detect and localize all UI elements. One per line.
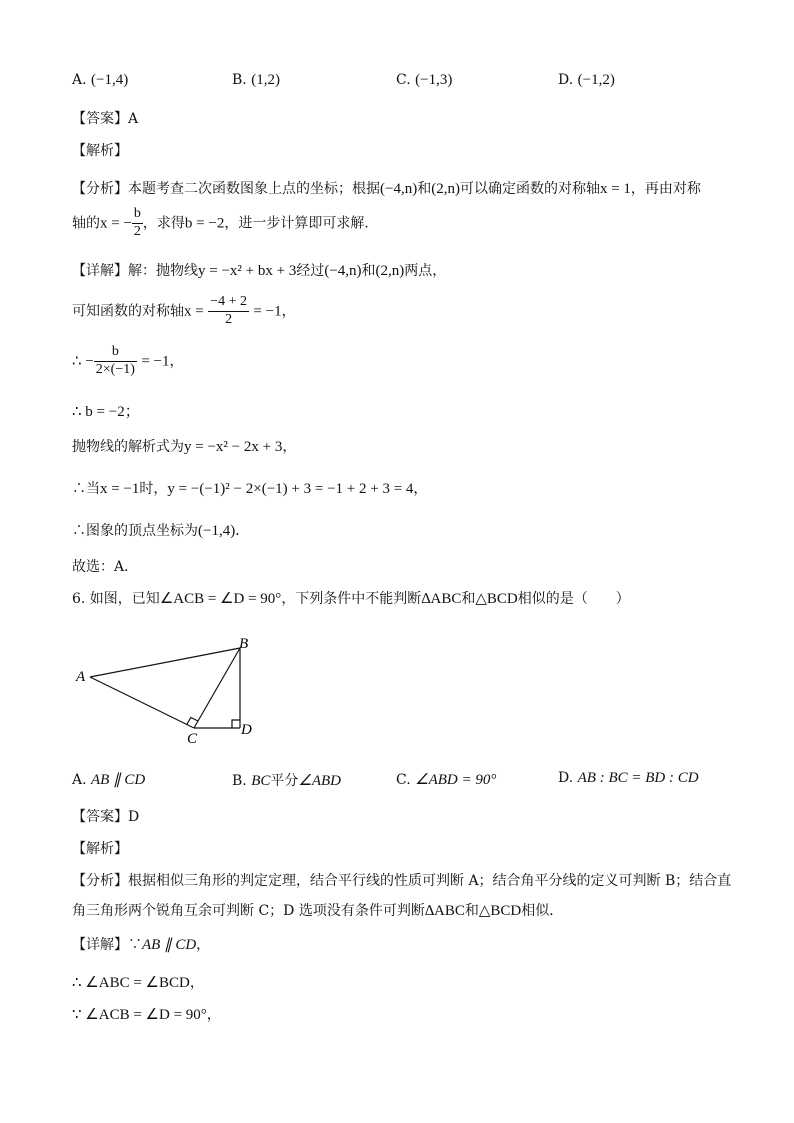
q6-fenxi-line2 bbox=[72, 900, 563, 920]
q6-answer bbox=[72, 806, 139, 826]
math: ∠ACB = ∠D = 90° bbox=[159, 591, 282, 607]
math: b = −2 bbox=[184, 215, 225, 232]
q6-option-c bbox=[396, 770, 496, 789]
q5-option-b bbox=[232, 72, 280, 89]
answer-label: 【答案】 bbox=[72, 111, 128, 127]
option-letter: C. bbox=[396, 72, 411, 88]
fenxi-label: 【分析】 bbox=[72, 873, 128, 889]
figure-lines bbox=[90, 648, 240, 728]
math: ∵ ∠ACB = ∠D = 90° bbox=[72, 1007, 207, 1023]
text: 相似的是（ ） bbox=[517, 591, 630, 607]
option-value: AB ∥ CD bbox=[91, 772, 146, 788]
text: 可知函数的对称轴 bbox=[72, 303, 184, 320]
text: 经过 bbox=[296, 263, 325, 279]
option-value: BC bbox=[251, 773, 271, 789]
text: 根据相似三角形的判定定理，结合平行线的性质可判断 A；结合角平分线的定义可判断 B；结合直 bbox=[128, 873, 732, 889]
q5-option-d bbox=[558, 72, 615, 89]
q6-stem bbox=[72, 588, 630, 608]
label-d: D bbox=[241, 722, 252, 738]
numerator: b bbox=[94, 344, 137, 362]
text: 轴的 bbox=[72, 215, 100, 232]
option-letter: A. bbox=[72, 72, 87, 88]
denominator: 2×(−1) bbox=[95, 361, 135, 377]
option-value: AB : BC = BD : CD bbox=[577, 770, 699, 786]
text: 相似． bbox=[521, 903, 564, 919]
math: (2,n) bbox=[431, 181, 460, 197]
option-letter: B. bbox=[232, 72, 247, 88]
text: ∴图象的顶点坐标为 bbox=[72, 523, 198, 539]
answer-value: A bbox=[128, 111, 139, 127]
triangle-figure bbox=[60, 630, 280, 750]
segment-ac bbox=[90, 677, 194, 728]
answer-label: 【答案】 bbox=[72, 809, 128, 825]
q5-xiangjie-line4 bbox=[72, 400, 140, 421]
q6-option-a bbox=[72, 770, 145, 789]
q5-answer bbox=[72, 108, 138, 128]
math: x = 1 bbox=[599, 181, 631, 197]
answer-value: D bbox=[128, 809, 140, 825]
fraction bbox=[208, 294, 249, 329]
fraction bbox=[94, 344, 137, 379]
q6-fenxi-line1 bbox=[72, 870, 731, 890]
text: 时， bbox=[139, 481, 168, 497]
text: 和 bbox=[464, 903, 479, 919]
option-value: (−1,3) bbox=[415, 72, 453, 88]
text: ， bbox=[282, 439, 297, 455]
text: 抛物线的解析式为 bbox=[72, 439, 184, 455]
math: AB ∥ CD bbox=[142, 937, 197, 953]
q5-xiangjie-line7 bbox=[72, 520, 249, 540]
math: y = −x² − 2x + 3 bbox=[184, 439, 283, 455]
math: (−4,n) bbox=[380, 181, 418, 197]
option-letter: C. bbox=[396, 772, 411, 788]
numerator: −4 + 2 bbox=[208, 294, 249, 312]
q6-option-d bbox=[558, 770, 699, 787]
text: 和 bbox=[461, 591, 476, 607]
option-value: (1,2) bbox=[251, 72, 280, 88]
text: ∵ bbox=[128, 937, 142, 953]
label-a: A bbox=[76, 669, 86, 685]
q5-xiangjie-line1 bbox=[72, 260, 446, 280]
q6-xiangjie-line1 bbox=[72, 934, 210, 954]
text: ， bbox=[189, 975, 204, 991]
option-value: (−1,2) bbox=[577, 72, 615, 88]
math: = −1 bbox=[253, 303, 282, 320]
text: ，再由对称 bbox=[630, 181, 701, 197]
option-letter: D. bbox=[558, 72, 574, 88]
segment-bc bbox=[194, 648, 240, 728]
text: 角三角形两个锐角互余可判断 C；D 选项没有条件可判断 bbox=[72, 903, 425, 919]
text: ， bbox=[169, 353, 184, 370]
option-value: ∠ABD bbox=[298, 773, 341, 789]
text: ，进一步计算即可求解． bbox=[224, 215, 379, 232]
math: x = −1 bbox=[100, 481, 140, 497]
text: ， bbox=[196, 937, 211, 953]
option-letter: B. bbox=[232, 773, 247, 789]
math: x = bbox=[184, 303, 204, 320]
math: (−1,4) bbox=[198, 523, 236, 539]
q6-xiangjie-line2 bbox=[72, 972, 204, 992]
text: ，求得 bbox=[142, 215, 185, 232]
math: = −1 bbox=[141, 353, 170, 370]
q6-xiangjie-line3 bbox=[72, 1004, 221, 1024]
text: 和 bbox=[417, 181, 432, 197]
math: ∆ABC bbox=[424, 903, 465, 919]
right-angle-mark-d bbox=[232, 720, 240, 728]
numerator: b bbox=[132, 206, 143, 224]
q6-option-b bbox=[232, 770, 341, 790]
math: △BCD bbox=[475, 591, 518, 607]
math: ∆ABC bbox=[421, 591, 462, 607]
q5-analysis-heading: 【解析】 bbox=[72, 143, 128, 159]
xiangjie-label: 【详解】 bbox=[72, 937, 128, 953]
math: ∴ ∠ABC = ∠BCD bbox=[72, 975, 190, 991]
text: ∴当 bbox=[72, 481, 100, 497]
math: (2,n) bbox=[375, 263, 405, 279]
text: 本题考查二次函数图象上点的坐标；根据 bbox=[128, 181, 380, 197]
text: ． bbox=[235, 523, 250, 539]
text: 两点， bbox=[404, 263, 447, 279]
text: 和 bbox=[361, 263, 376, 279]
text: 可以确定函数的对称轴 bbox=[459, 181, 600, 197]
math: △BCD bbox=[478, 903, 522, 919]
text: 6. 如图，已知 bbox=[72, 591, 160, 607]
math: ∴ b = −2； bbox=[72, 404, 140, 420]
q5-xiangjie-line6 bbox=[72, 478, 427, 498]
xiangjie-label: 【详解】 bbox=[72, 263, 128, 279]
q5-xiangjie-line2 bbox=[72, 294, 296, 329]
option-letter: D. bbox=[558, 770, 574, 786]
label-b: B bbox=[239, 636, 249, 652]
q5-option-a bbox=[72, 72, 128, 89]
q5-xiangjie-line3 bbox=[72, 344, 184, 379]
denominator: 2 bbox=[133, 223, 141, 239]
q5-xiangjie-line5 bbox=[72, 436, 296, 456]
option-value: (−1,4) bbox=[91, 72, 129, 88]
math: ∴ − bbox=[72, 353, 94, 370]
text: ， bbox=[281, 303, 296, 320]
denominator: 2 bbox=[225, 311, 233, 327]
option-value: ∠ABD = 90° bbox=[415, 772, 497, 788]
q5-fenxi-line1 bbox=[72, 178, 701, 198]
label-c: C bbox=[187, 731, 198, 747]
math: y = −(−1)² − 2×(−1) + 3 = −1 + 2 + 3 = 4 bbox=[167, 481, 414, 497]
math: x = − bbox=[100, 215, 132, 232]
fraction bbox=[132, 206, 143, 241]
text: ， bbox=[206, 1007, 221, 1023]
math: y = −x² + bx + 3 bbox=[198, 263, 297, 279]
q5-fenxi-line2 bbox=[72, 206, 378, 241]
segment-ab bbox=[90, 648, 240, 677]
q5-option-c bbox=[396, 72, 452, 89]
text: 解：抛物线 bbox=[128, 263, 198, 279]
q6-analysis-heading: 【解析】 bbox=[72, 841, 128, 857]
text: ， bbox=[413, 481, 428, 497]
fenxi-label: 【分析】 bbox=[72, 181, 128, 197]
text: ，下列条件中不能判断 bbox=[281, 591, 422, 607]
option-letter: A. bbox=[72, 772, 87, 788]
q5-xiangjie-line8: 故选：A． bbox=[72, 559, 139, 575]
option-value: 平分 bbox=[270, 773, 299, 789]
math: (−4,n) bbox=[324, 263, 362, 279]
